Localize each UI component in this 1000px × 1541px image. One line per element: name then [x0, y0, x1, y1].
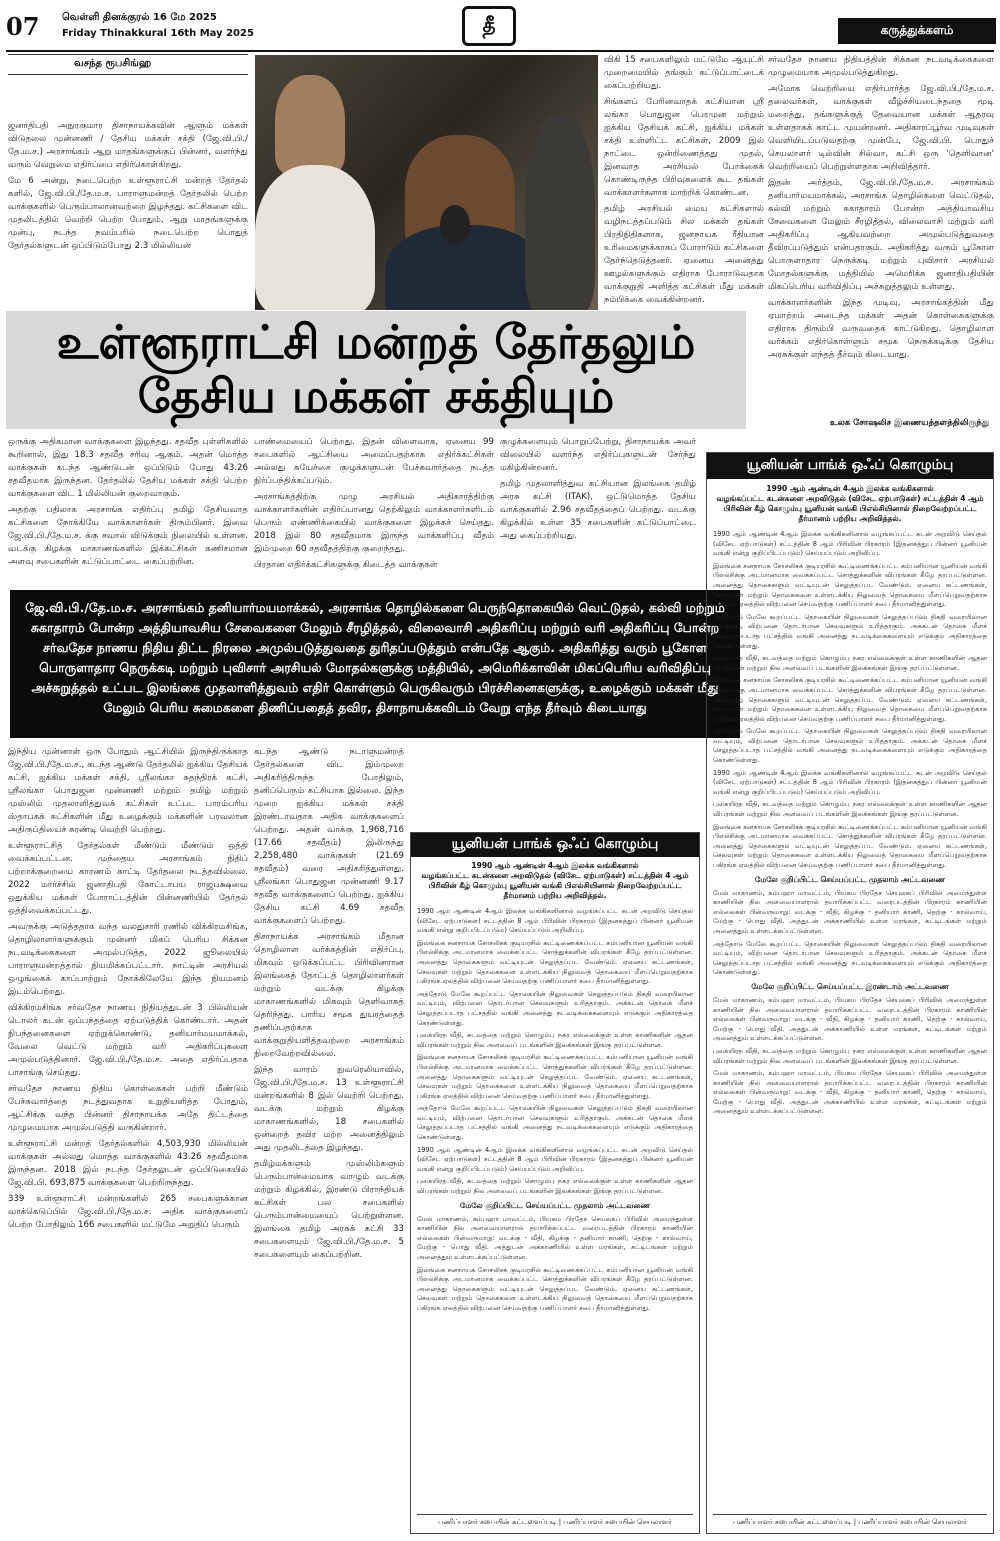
- bank-notice-1: [410, 832, 700, 1534]
- paragraph: சிங்களப் பேரினவாதக் கட்சியான ஸ்ரீ லங்கா பொதுஜன பெரமுன மற்றும் ஐக்கிய தேசியக் கட்சி, ஐக்கிய மக்கள் சக்தி உள்ளிட்ட கட்சிகள், 2009 இல் நாட்டை ஒன்றிணைத்தது முதல், இனவாத அரசியல் போக்கைக் கொண்டிருந்த பிரிவுகளைக் கூட தங்கள் வாக்காளர்களாக மாற்றிக் கொண்டன.: [604, 97, 764, 198]
- paragraph: தமிழ் அரசியல் மைய கட்சிகளால் வழிநடத்தப்படும் சில மக்கள் தங்கள் பிரதிநிதிகளாக, ஜனநாயக ரீதியான உரிமைகளுக்காகப் போராடும் கட்சிகளை தேர்ந்தெடுத்தனர். ஏனைய அனைத்து ஊழல்களுக்கும் எதிராக போராடுவதாக வாக்குறுதி அளித்த கட்சிகள் மீது மக்கள் நம்பிக்கை வைக்கின்றனர்.: [604, 204, 764, 305]
- paragraph: குழுக்களையும் பொறுப்பேற்று, திசாநாயக்க அவர் விலையில் வளர்ந்த எதிர்ப்புகளுடன் சேர்ந்து மகிழ்கின்றனர்.: [500, 437, 696, 473]
- notice-paragraph: 1990 ஆம் ஆண்டின் 4ஆம் இலக்க வங்கிகளினால் வழங்கப்பட்ட கடன் அறவிடு செய்தல் (விசேட ஏற்பாடுகள்) சட்டத்தின் 8 ஆம் பிரிவின் பிரகாரம் (இதனகத்துப் பின்னர் யூனியன் வங்கி என்று குறிப்பிடப்படும்) செய்யப்படும் அறிவிப்பு.: [417, 1145, 693, 1173]
- author-rule-bottom: [8, 74, 248, 75]
- notice-paragraph: இலங்கை சனநாயக சோசலிசக் குடியரசில் கூட்டிணைக்கப்பட்ட கம்பனியான யூனியன் வங்கி பிஎல்சிக்கு அடமானமாக வைக்கப்பட்ட சொத்துக்களின் விபரங்கள் கீழே தரப்பட்டுள்ளன. அனைத்து தொகைகளும் வட்டியுடன் செலுத்தப்பட வேண்டும். ஏனைய கட்டணங்கள், செலவுகள் மற்றும் தொகைகளை உள்ளடக்கிய நிலுவைத் தொகையை மீளப்பெறுவதற்காக பகிரங்க ஏலத்தில் விற்பனை செய்வதற்கு பணிப்பாளர் சபை தீர்மானித்துள்ளது.: [713, 676, 987, 723]
- column-2-mid: [254, 436, 494, 586]
- notice-signature: பணிப்பாளர் சபையின் கட்டளைப்படி | பணிப்பாளர் சபையின் செயலாளர்: [417, 1514, 693, 1527]
- notice-paragraph: 1990 ஆம் ஆண்டின் 4ஆம் இலக்க வங்கிகளினால் வழங்கப்பட்ட கடன் அறவிடு செய்தல் (விசேட ஏற்பாடுகள்) சட்டத்தின் 8 ஆம் பிரிவின் பிரகாரம் (இதனகத்துப் பின்னர் யூனியன் வங்கி என்று குறிப்பிடப்படும்) செய்யப்படும் அறிவிப்பு.: [713, 768, 987, 796]
- person-figure: [255, 165, 375, 310]
- paragraph: விக்கிரமசிங்க சர்வதேச நாணய நிதியத்துடன் 3 பில்லியன் டொலர் கடன் ஒப்பந்தத்தை ஏற்படுத்திக் கொண்டார். அதன் நிபந்தனைகளை ஏற்றுக்கொண்டு, தனியார்மயமாக்கல், வேலை வெட்டு மற்றும் வரி அதிகரிப்புகளை அமுல்படுத்தினார். ஜே.வி.பி./தே.ம.ச. அதை எதிர்ப்பதாக பாசாங்கு செய்தது.: [8, 1003, 248, 1078]
- paragraph: கடந்த ஆண்டு நடாளுமன்றத் தேர்தல்களை விட இம்முறை அதிகரித்திருந்த போதிலும், தனிப்பெரும் கட்சியாக இல்லை. இந்த முறை ஐக்கிய மக்கள் சக்தி இரண்டாவதாக அதிக வாக்குகளைப் பெற்றது. அதன் வாக்கு 1,968,716 (17.66 சதவீதம்) இலிருந்து 2,258,480 வாக்குகள் (21.69 சதவீதம்) வரை அதிகரித்துள்ளது. ஸ்ரீலங்கா பொதுஜன முன்னணி 9.17 சதவீத வாக்குகளைப் பெற்றது. ஐக்கிய தேசிய கட்சி 4.69 சதவீத வாக்குகளைப் பெற்றது.: [254, 747, 404, 926]
- paragraph: அரசாங்கத்திற்கு முழு அரசியல் அதிகாரத்திற்கு வாக்காளர்களின் எதிர்ப்பானது தெற்கிலும் வாக்காளர்களிடம் பெரும் எண்ணிக்கையில் வாக்குகளை இழக்கச் செய்தது. 2018 இல் 80 சதவீதமாக இருந்த வாக்களிப்பு வீதம் இம்முறை 60 சதவீதத்திற்கு குறைந்தது.: [254, 492, 494, 554]
- paragraph: வாக்காளர்களின் இந்த முடிவு, அரசாங்கத்தின் மீது ஏமாற்றம் அடைந்த மக்கள் அதன் கொள்கைகளுக்கு எதிராக திரும்பி வருவதைக் காட்டுகிறது. தொழிலாள வர்க்கம் எதிர்கொள்ளும் சமூக நெருக்கடிக்கு தேசிய அரசுக்குள் எந்தத் தீர்வும் கிடையாது.: [768, 298, 994, 360]
- notice-paragraph: புகையிரத வீதி, கடவத்தை மற்றும் கொழும்பு நகர எல்லைக்குள் உள்ள காணிகளின் ஆதன விபரங்கள் மற்றும் நில அளவைப் படங்களின் இலக்கங்கள் இங்கு தரப்பட்டுள்ளன.: [417, 1031, 693, 1049]
- notice-paragraph: இலங்கை சனநாயக சோசலிசக் குடியரசில் கூட்டிணைக்கப்பட்ட கம்பனியான யூனியன் வங்கி பிஎல்சிக்கு அடமானமாக வைக்கப்பட்ட சொத்துக்களின் விபரங்கள் கீழே தரப்பட்டுள்ளன. அனைத்து தொகைகளும் வட்டியுடன் செலுத்தப்பட வேண்டும். ஏனைய கட்டணங்கள், செலவுகள் மற்றும் தொகைகளை உள்ளடக்கிய நிலுவைத் தொகையை மீளப்பெறுவதற்காக பகிரங்க ஏலத்தில் விற்பனை செய்வதற்கு பணிப்பாளர் சபை தீர்மானித்துள்ளது.: [713, 822, 987, 869]
- schedule-heading: மேலே குறிப்பிட்ட செய்யப்பட்ட முதலாம் அட்டவணை: [459, 1200, 651, 1210]
- column-3-mid: [500, 436, 696, 586]
- person-figure: [525, 115, 595, 310]
- notice-paragraph: இலங்கை சனநாயக சோசலிசக் குடியரசில் கூட்டிணைக்கப்பட்ட கம்பனியான யூனியன் வங்கி பிஎல்சிக்கு அடமானமாக வைக்கப்பட்ட சொத்துக்களின் விபரங்கள் கீழே தரப்பட்டுள்ளன. அனைத்து தொகைகளும் வட்டியுடன் செலுத்தப்பட வேண்டும். ஏனைய கட்டணங்கள், செலவுகள் மற்றும் தொகைகளை உள்ளடக்கிய நிலுவைத் தொகையை மீளப்பெறுவதற்காக பகிரங்க ஏலத்தில் விற்பனை செய்வதற்கு பணிப்பாளர் சபை தீர்மானித்துள்ளது.: [713, 561, 987, 609]
- author-rule-top: [8, 54, 248, 55]
- source-credit: உலக சோஷலிச இணையத்தளத்திலிருந்து: [830, 418, 990, 428]
- section-label: கருத்துக்களம்: [838, 18, 996, 44]
- notice-paragraph: இலங்கை சனநாயக சோசலிசக் குடியரசில் கூட்டிணைக்கப்பட்ட கம்பனியான யூனியன் வங்கி பிஎல்சிக்கு அடமானமாக வைக்கப்பட்ட சொத்துக்களின் விபரங்கள் கீழே தரப்பட்டுள்ளன. அனைத்து தொகைகளும் வட்டியுடன் செலுத்தப்பட வேண்டும். ஏனைய கட்டணங்கள், செலவுகள் மற்றும் தொகைகளை உள்ளடக்கிய நிலுவைத் தொகையை மீளப்பெறுவதற்காக பகிரங்க ஏலத்தில் விற்பனை செய்வதற்கு பணிப்பாளர் சபை தீர்மானித்துள்ளது.: [417, 938, 693, 986]
- pull-quote: ஜே.வி.பி./தே.ம.ச. அரசாங்கம் தனியார்மயமாக்கல், அரசாங்க தொழில்களை பெருந்தொகையில் வெட்டுதல், கல்வி மற்றும் சுகாதாரம் போன்ற அத்தியாவசிய சேவைகளை மேலும் சீரழித்தல், விலைவாசி அதிகரிப்பு மற்றும் வரி அதிகரிப்பு போன்ற சர்வதேச நாணய நிதிய திட்ட நிரலை அமுல்படுத்துவதை துரிதப்படுத்தும் என்பதே ஆகும். அதிகரித்து வரும் பூகோள பொருளாதார நெருக்கடி மற்றும் புவிசார் அரசியல் மோதல்களுக்கு மத்தியில், அமெரிக்காவின் மிகப்பெரிய வரிவிதிப்பு அச்சுறுத்தல் உட்பட இலங்கை முதலாளித்துவம் எதிர் கொள்ளும் பெருகிவரும் பிரச்சினைகளுக்கு, உழைக்கும் மக்கள் மீது மேலும் பெரிய சுமைகளை திணிப்பதைத் தவிர, திசாநாயக்கவிடம் வேறு எந்த தீர்வும் கிடையாது: [10, 590, 740, 738]
- notice-paragraph: அத்தோடு மேலே கூறப்பட்ட தொகையின் நிலுவைகள் செலுத்தப்படும் திகதி வரையிலான வட்டியும், விற்பனை தொடர்பான செலவுகளும் உரித்தாகும். அக்கடன் தொகை மீளச் செலுத்தப்படாத பட்சத்தில் வங்கி அனைத்து நடவடிக்கைகளையும் எடுக்கும் அதிகாரத்தை கொண்டுள்ளது.: [713, 727, 987, 765]
- paragraph: அமோக வெற்றியை எதிர்பார்த்த ஜே.வி.பி./தே.ம.ச. தலைவர்கள், வாக்குகள் வீழ்ச்சியடைந்ததை மூடி மறைத்து, தங்களுக்குத் தேவையான மக்கள் ஆதரவு உள்ளதாகக் காட்ட முயன்றனர். அதிகாரப்பூர்வ முடிவுகள் வெளியிடப்படுவதற்கு முன்பே, ஜே.வி.பி. பொதுச் செயலாளர் டில்வின் சில்வா, கட்சி ஒரு 'தெளிவான' வெற்றியைப் பெற்றுள்ளதாக அறிவித்தார்.: [768, 84, 994, 172]
- paragraph: உள்ளூராட்சித் தேர்தல்கள் மீண்டும் மீண்டும் ஒத்தி வைக்கப்பட்டன. முந்தைய அரசாங்கம் நிதிப் பற்றாக்குறையை காரணம் காட்டி தேர்தலை நடத்தவில்லை. 2022 மார்ச்சில் ஜனாதிபதி கோட்டாபய ராஜபக்ஷவை ஒதுக்கிய மக்கள் போராட்டத்தின் பின்னணியில் தேர்தல் ஒத்திவைக்கப்பட்டது.: [8, 841, 248, 916]
- notice-paragraph: 1990 ஆம் ஆண்டின் 4ஆம் இலக்க வங்கிகளினால் வழங்கப்பட்ட கடன் அறவிடு செய்தல் (விசேட ஏற்பாடுகள்) சட்டத்தின் 8 ஆம் பிரிவின் பிரகாரம் (இதனகத்துப் பின்னர் யூனியன் வங்கி என்று குறிப்பிடப்படும்) செய்யப்படும் அறிவிப்பு.: [713, 530, 987, 558]
- bank-notice-heading: யூனியன் பாங்க் ஒஃப் கொழும்பு: [707, 453, 993, 479]
- paragraph: 339 உள்ளூராட்சி மன்றங்களில் 265 சபைகளுக்கான வாக்கெடுப்பில் ஜே.வி.பி./தே.ம.ச. அதிக வாக்குகளைப் பெற்ற போதிலும் 166 சபைகளில் மட்டுமே அறுதிப் பெரும்: [8, 1194, 248, 1230]
- paragraph: பிரதான எதிர்க்கட்சிகளுக்கு கிடைத்த வாக்குகள்: [254, 560, 438, 570]
- bank-notice-heading: யூனியன் பாங்க் ஒஃப் கொழும்பு: [411, 833, 699, 857]
- column-2-bottom: [254, 746, 404, 1534]
- paragraph: தமிழ்மக்களும் முஸ்லிம்களும் பெரும்பான்மையாக வாழும் வடக்கு மற்றும் கிழக்கில், இரண்டு பிராந்தியக் கட்சிகள் பல சபைகளில் பெரும்பான்மையைப் பெற்றுள்ளன. இலங்கை தமிழ் அரசுக் கட்சி 33 சபைகளையும் ஜே.வி.பி./தே.ம.ச. 5 சபைகளையும் கைப்பற்றின.: [254, 1159, 404, 1260]
- notice-paragraph: அத்தோடு மேலே கூறப்பட்ட தொகையின் நிலுவைகள் செலுத்தப்படும் திகதி வரையிலான வட்டியும், விற்பனை தொடர்பான செலவுகளும் உரித்தாகும். அக்கடன் தொகை மீளச் செலுத்தப்படாத பட்சத்தில் வங்கி அனைத்து நடவடிக்கைகளையும் எடுக்கும் அதிகாரத்தை கொண்டுள்ளது.: [713, 612, 987, 650]
- bank-notice-2: [706, 452, 994, 1534]
- notice-paragraph: புகையிரத வீதி, கடவத்தை மற்றும் கொழும்பு நகர எல்லைக்குள் உள்ள காணிகளின் ஆதன விபரங்கள் மற்றும் நில அளவைப் படங்களின் இலக்கங்கள் இங்கு தரப்பட்டுள்ளன.: [713, 654, 987, 672]
- paragraph: அதற்கு பதிலாக அரசாங்க எதிர்ப்பு தமிழ் தேசியவாத கட்சிகளை நோக்கியே வாக்காளர்கள் திரும்பினர். இவை ஜே.வி.பி./தே.ம.ச. க்கு சவால் விடுக்கும் நிலையில் உள்ளன. வடக்கு கிழக்கு மாகாணங்களில் இக்கட்சிகள் கணிசமான அளவு சபைகளின் கட்டுப்பாட்டை கைப்பற்றின.: [8, 505, 248, 567]
- notice-paragraph: அத்தோடு மேலே கூறப்பட்ட தொகையின் நிலுவைகள் செலுத்தப்படும் திகதி வரையிலான வட்டியும், விற்பனை தொடர்பான செலவுகளும் உரித்தாகும். அக்கடன் தொகை மீளச் செலுத்தப்படாத பட்சத்தில் வங்கி அனைத்து நடவடிக்கைகளையும் எடுக்கும் அதிகாரத்தை கொண்டுள்ளது.: [713, 939, 987, 977]
- header-divider: [6, 50, 994, 52]
- headline-line-2: தேசிய மக்கள் சக்தியும்: [137, 369, 615, 423]
- notice-paragraph: மேல் மாகாணம், கம்பஹா மாவட்டம், பியகம பிரதேச செயலகப் பிரிவில் அமைந்துள்ள காணியின் நில அளவையாளரால் தயாரிக்கப்பட்ட வரைபடத்தின் பிரகாரம் காணியின் எல்லைகள் பின்வருமாறு: வடக்கு - வீதி, கிழக்கு - தனியார் காணி, தெற்கு - கால்வாய், மேற்கு - பொது வீதி. அத்துடன் அக்காணியில் உள்ள மரங்கள், கட்டிடங்கள் மற்றும் அனைத்தும் உள்ளடக்கப்பட்டுள்ளன.: [417, 1214, 693, 1261]
- masthead-date-tamil: வெள்ளி தினக்குரல் 16 மே 2025: [62, 12, 217, 23]
- bank-notice-title: 1990 ஆம் ஆண்டின் 4ஆம் இலக்க வங்கிகளால்: [471, 861, 639, 870]
- paragraph: மே 6 அன்று, நடைபெற்ற உள்ளூராட்சி மன்றத் தேர்தல் களில், ஜே.வி.பி./தே.ம.ச. பாராளுமன்றத் தேர்தலில் பெற்ற வாக்குகளில் பெரும்பாலானவற்றை இழந்தது. கட்சிகளை விட முதலிடத்தில் வெற்றி பெற்ற போதும், ஆறு மாதங்களுக்கு முன்பு, நடந்த நவம்பரில் நடைபெற்ற பொதுத் தேர்தல்களுடன் ஒப்பிடும்போது 2.3 மில்லியன்: [8, 176, 248, 251]
- paragraph: ஒருக்கு அதிகமான வாக்குகளை இழந்தது. சதவீத புள்ளிகளில் கூறினால், இது 18.3 சதவீத சரிவு ஆகும். அதன் மொத்த வாக்குகள் கடந்த ஆண்டுடன் ஒப்பிடும் போது 43.26 சதவீதமாக இருந்தன. தேர்தலில் தேசிய மக்கள் சக்தி பெற்ற வாக்குகளை விட 1 மில்லியன் குறைவாகும்.: [8, 437, 248, 499]
- microphone-icon: [440, 205, 470, 245]
- notice-paragraph: இலங்கை சனநாயக சோசலிசக் குடியரசில் கூட்டிணைக்கப்பட்ட கம்பனியான யூனியன் வங்கி பிஎல்சிக்கு அடமானமாக வைக்கப்பட்ட சொத்துக்களின் விபரங்கள் கீழே தரப்பட்டுள்ளன. அனைத்து தொகைகளும் வட்டியுடன் செலுத்தப்பட வேண்டும். ஏனைய கட்டணங்கள், செலவுகள் மற்றும் தொகைகளை உள்ளடக்கிய நிலுவைத் தொகையை மீளப்பெறுவதற்காக பகிரங்க ஏலத்தில் விற்பனை செய்வதற்கு பணிப்பாளர் சபை தீர்மானித்துள்ளது.: [417, 1265, 693, 1312]
- paragraph: அவருக்கு அடுத்ததாக வந்த வலதுசாரி ரணில் விக்கிரமசிங்க, தொழிலாளர்களுக்கும் முன்னர் மிகப் பெரிய சிக்கன நடவடிக்கைகளை அமுல்படுத்த, 2022 ஜூலையில் பாராளுமன்றத்தால் நியமிக்கப்பட்டார். நாட்டின் அரசியல் ஒழுங்கைக் காப்பாற்றும் நோக்கிலேயே இந்த நியமனம் இடம்பெற்றது.: [8, 922, 248, 997]
- notice-paragraph: இலங்கை சனநாயக சோசலிசக் குடியரசில் கூட்டிணைக்கப்பட்ட கம்பனியான யூனியன் வங்கி பிஎல்சிக்கு அடமானமாக வைக்கப்பட்ட சொத்துக்களின் விபரங்கள் கீழே தரப்பட்டுள்ளன. அனைத்து தொகைகளும் வட்டியுடன் செலுத்தப்பட வேண்டும். ஏனைய கட்டணங்கள், செலவுகள் மற்றும் தொகைகளை உள்ளடக்கிய நிலுவைத் தொகையை மீளப்பெறுவதற்காக பகிரங்க ஏலத்தில் விற்பனை செய்வதற்கு பணிப்பாளர் சபை தீர்மானித்துள்ளது.: [417, 1053, 693, 1100]
- column-1-top: [8, 120, 248, 310]
- bank-notice-subtitle: வழங்கப்பட்ட கடன்களை அறவிடுதல் (விசேட ஏற்பாடுகள்) சட்டத்தின் 4 ஆம் பிரிவின் கீழ் கொழும்பு யூனியன் வங்கி பிஎல்சியினால் நிறைவேற்றப்பட்ட தீர்மானம் பற்றிய அறிவித்தல்.: [716, 494, 984, 523]
- bank-notice-subtitle: வழங்கப்பட்ட கடன்களை அறவிடுதல் (விசேட ஏற்பாடுகள்) சட்டத்தின் 4 ஆம் பிரிவின் கீழ் கொழும்பு யூனியன் வங்கி பிஎல்சியினால் நிறைவேற்றப்பட்ட தீர்மானம் பற்றிய அறிவித்தல்.: [421, 871, 689, 900]
- column-1-mid: [8, 436, 248, 586]
- paragraph: பாண்மையைப் பெற்றது. இதன் விளைவாக, ஏனைய 99 சபைகளில் ஆட்சியை அமைப்பதற்காக எதிர்க்கட்சிகள் அல்லது சுயேச்சை குழுக்களுடன் பேச்சுவார்த்தை நடத்த நிர்ப்பந்திக்கப்படும்.: [254, 437, 494, 486]
- paragraph: இந்திய முன்னாள் ஒரு போதும் ஆட்சியில் இருந்திருக்காத ஜே.வி.பி./தே.ம.ச., கடந்த ஆண்டு தேர்தலில் ஐக்கிய தேசியக் கட்சி, ஐக்கிய மக்கள் சக்தி, ஸ்ரீலங்கா சுதந்திரக் கட்சி, ஸ்ரீலங்கா பொதுஜன முன்னணி மற்றும் தமிழ் மற்றும் முஸ்லிம் முதலாளித்துவக் கட்சிகள் உட்பட பாரம்பரிய ஸ்தாபகக் கட்சிகளின் மீது உழைக்கும் மக்களின் பரவலான அதிருப்தியைச் சுரண்டி வெற்றி பெற்றது.: [8, 747, 248, 835]
- schedule-heading: மேலே குறிப்பிட்ட செய்யப்பட்ட முதலாம் அட்டவணை: [754, 874, 946, 884]
- notice-paragraph: 1990 ஆம் ஆண்டின் 4ஆம் இலக்க வங்கிகளினால் வழங்கப்பட்ட கடன் அறவிடு செய்தல் (விசேட ஏற்பாடுகள்) சட்டத்தின் 8 ஆம் பிரிவின் பிரகாரம் (இதனகத்துப் பின்னர் யூனியன் வங்கி என்று குறிப்பிடப்படும்) செய்யப்படும் அறிவிப்பு.: [417, 907, 693, 935]
- person-figure: [275, 75, 345, 175]
- paragraph: சர்வதேச நாணய நிதிய கொள்கைகள் பற்றி மீண்டும் பேச்சுவார்த்தை நடத்துவதாக உறுதியளித்த போதும், ஆட்சிக்கு வந்த பின்னர் திசாநாயக்க அதே திட்டத்தை முழுமையாக அமுல்படுத்தி வருகின்றார்.: [8, 1084, 248, 1133]
- paragraph: உள்ளூராட்சி மன்றத் தேர்தல்களில் 4,503,930 மில்லியன் வாக்குகள் அல்லது மொத்த வாக்குகளில் 43.26 சதவீதமாக இருந்தன. 2018 இல் நடந்த தேர்தலுடன் ஒப்பிடுகையில் ஜே.வி.பி. 693,875 வாக்குகளை பெற்றிருந்தது.: [8, 1139, 248, 1188]
- masthead-date-english: Friday Thinakkural 16th May 2025: [62, 28, 254, 39]
- column-4-top: [768, 54, 994, 416]
- notice-signature: பணிப்பாளர் சபையின் கட்டளைப்படி | பணிப்பாளர் சபையின் செயலாளர்: [713, 1514, 987, 1527]
- notice-paragraph: அத்தோடு மேலே கூறப்பட்ட தொகையின் நிலுவைகள் செலுத்தப்படும் திகதி வரையிலான வட்டியும், விற்பனை தொடர்பான செலவுகளும் உரித்தாகும். அக்கடன் தொகை மீளச் செலுத்தப்படாத பட்சத்தில் வங்கி அனைத்து நடவடிக்கைகளையும் எடுக்கும் அதிகாரத்தை கொண்டுள்ளது.: [417, 989, 693, 1027]
- notice-paragraph: மேல் மாகாணம், கம்பஹா மாவட்டம், பியகம பிரதேச செயலகப் பிரிவில் அமைந்துள்ள காணியின் நில அளவையாளரால் தயாரிக்கப்பட்ட வரைபடத்தின் பிரகாரம் காணியின் எல்லைகள் பின்வருமாறு: வடக்கு - வீதி, கிழக்கு - தனியார் காணி, தெற்கு - கால்வாய், மேற்கு - பொது வீதி. அத்துடன் அக்காணியில் உள்ள மரங்கள், கட்டிடங்கள் மற்றும் அனைத்தும் உள்ளடக்கப்பட்டுள்ளன.: [713, 888, 987, 935]
- notice-paragraph: புகையிரத வீதி, கடவத்தை மற்றும் கொழும்பு நகர எல்லைக்குள் உள்ள காணிகளின் ஆதன விபரங்கள் மற்றும் நில அளவைப் படங்களின் இலக்கங்கள் இங்கு தரப்பட்டுள்ளன.: [713, 800, 987, 819]
- column-1-bottom: [8, 746, 248, 1534]
- article-photo: [255, 55, 598, 310]
- notice-paragraph: புகையிரத வீதி, கடவத்தை மற்றும் கொழும்பு நகர எல்லைக்குள் உள்ள காணிகளின் ஆதன விபரங்கள் மற்றும் நில அளவைப் படங்களின் இலக்கங்கள் இங்கு தரப்பட்டுள்ளன.: [417, 1177, 693, 1196]
- headline-line-1: உள்ளூராட்சி மன்றத் தேர்தலும்: [56, 315, 696, 369]
- notice-paragraph: மேல் மாகாணம், கம்பஹா மாவட்டம், பியகம பிரதேச செயலகப் பிரிவில் அமைந்துள்ள காணியின் நில அளவையாளரால் தயாரிக்கப்பட்ட வரைபடத்தின் பிரகாரம் காணியின் எல்லைகள் பின்வருமாறு: வடக்கு - வீதி, கிழக்கு - தனியார் காணி, தெற்கு - கால்வாய், மேற்கு - பொது வீதி. அத்துடன் அக்காணியில் உள்ள மரங்கள், கட்டிடங்கள் மற்றும் அனைத்தும் உள்ளடக்கப்பட்டுள்ளன.: [713, 995, 987, 1043]
- bank-notice-title: 1990 ஆம் ஆண்டின் 4ஆம் இலக்க வங்கிகளால்: [766, 484, 934, 493]
- paragraph: விகி 15 சபைகளிலும் மட்டுமே ஆயுட்சி முறைமையில் தங்கும் கட்டுப்பாட்டைக் கைப்பற்றியது.: [604, 55, 764, 91]
- page-number: 07: [6, 12, 40, 41]
- paragraph: சர்வதேச நாணய நிதியத்தின் சிக்கன நடவடிக்கைகளை முழுமையாக அமுல்படுத்துகிறது.: [768, 55, 994, 78]
- paragraph: இதன் அர்த்தம், ஜே.வி.பி./தே.ம.ச. அரசாங்கம் தனியார்மயமாக்கல், அரசாங்க தொழில்களை வெட்டுதல், கல்வி மற்றும் சுகாதாரம் போன்ற அத்தியாவசிய சேவைகளை மேலும் சீரழித்தல், விலைவாசி மற்றும் வரி அதிகரிப்பு ஆகியவற்றை அமுல்படுத்துவதை தீவிரப்படுத்தும் என்பதாகும். அதிகரித்து வரும் பூகோள பொருளாதார நெருக்கடி மற்றும் புவிசார் அரசியல் மோதல்களுக்கு மத்தியில் அமெரிக்க ஜனாதிபதியின் மிகப்பெரிய வரிவிதிப்பு அச்சுறுத்தலும் உள்ளது.: [768, 178, 994, 292]
- paragraph: திசாநாயக்க அரசாங்கம் மீதான தொழிலாள வர்க்கத்தின் எதிர்ப்பு, மிகவும் ஒடுக்கப்பட்ட பிரிவினரான இலங்கைத் தோட்டத் தொழிலாளர்கள் மற்றும் வடக்கு கிழக்கு மாகாணங்களில் மிகவும் தெளிவாகத் தெரிந்தது. பாரிய சமூக துயரத்தைத் தணிப்பதற்காக வாக்குறுதியளித்தவற்றை அரசாங்கம் நிறைவேற்றவில்லை.: [254, 932, 404, 1059]
- notice-paragraph: புகையிரத வீதி, கடவத்தை மற்றும் கொழும்பு நகர எல்லைக்குள் உள்ள காணிகளின் ஆதன விபரங்கள் மற்றும் நில அளவைப் படங்களின் இலக்கங்கள் இங்கு தரப்பட்டுள்ளன.: [713, 1046, 987, 1065]
- author-byline: வசந்த ரூபசிங்ஹ: [74, 58, 152, 69]
- paragraph: இந்த வாரம் நுவரெலியாவில், ஜே.வி.பி./தே.ம.ச. 13 உள்ளூராட்சி மன்றங்களில் 8 இல் வெற்றி பெற்றது. வடக்கு மற்றும் கிழக்கு மாகாணங்களில், 18 சபைகளில் ஒன்றைத் தவிர மற்ற அனைத்திலும் அது முதலிடத்தை இழந்தது.: [254, 1065, 404, 1153]
- column-3-top: [604, 54, 764, 310]
- schedule-heading: மேலே குறிப்பிட்ட செய்யப்பட்ட இரண்டாம் அட்டவணை: [751, 981, 949, 991]
- notice-paragraph: அத்தோடு மேலே கூறப்பட்ட தொகையின் நிலுவைகள் செலுத்தப்படும் திகதி வரையிலான வட்டியும், விற்பனை தொடர்பான செலவுகளும் உரித்தாகும். அக்கடன் தொகை மீளச் செலுத்தப்படாத பட்சத்தில் வங்கி அனைத்து நடவடிக்கைகளையும் எடுக்கும் அதிகாரத்தை கொண்டுள்ளது.: [417, 1104, 693, 1142]
- paragraph: தமிழ் முதலாளித்துவ கட்சியான இலங்கை தமிழ் அரசு கட்சி (ITAK), ஒட்டுமொத்த தேசிய வாக்குகளில் 2.96 சதவீதத்தைப் பெற்றது. வடக்கு கிழக்கில் உள்ள 35 சபைகளின் கட்டுப்பாட்டை அது கைப்பற்றியது.: [500, 479, 696, 541]
- notice-paragraph: மேல் மாகாணம், கம்பஹா மாவட்டம், பியகம பிரதேச செயலகப் பிரிவில் அமைந்துள்ள காணியின் நில அளவையாளரால் தயாரிக்கப்பட்ட வரைபடத்தின் பிரகாரம் காணியின் எல்லைகள் பின்வருமாறு: வடக்கு - வீதி, கிழக்கு - தனியார் காணி, தெற்கு - கால்வாய், மேற்கு - பொது வீதி. அத்துடன் அக்காணியில் உள்ள மரங்கள், கட்டிடங்கள் மற்றும் அனைத்தும் உள்ளடக்கப்பட்டுள்ளன.: [713, 1069, 987, 1116]
- newspaper-logo: தீ: [462, 6, 516, 46]
- paragraph: ஜனாதிபதி அநுரகுமார திசாநாயக்கவின் ஆளும் மக்கள் விடுதலை முன்னணி / தேசிய மக்கள் சக்தி (ஜே.வி.பி./தே.ம.ச.) அரசாங்கம் ஆறு மாதங்களுக்குப் பின்னர், வளர்ந்து வரும் வெறுமை எதிர்ப்பை எதிர்கொள்கிறது.: [8, 121, 248, 170]
